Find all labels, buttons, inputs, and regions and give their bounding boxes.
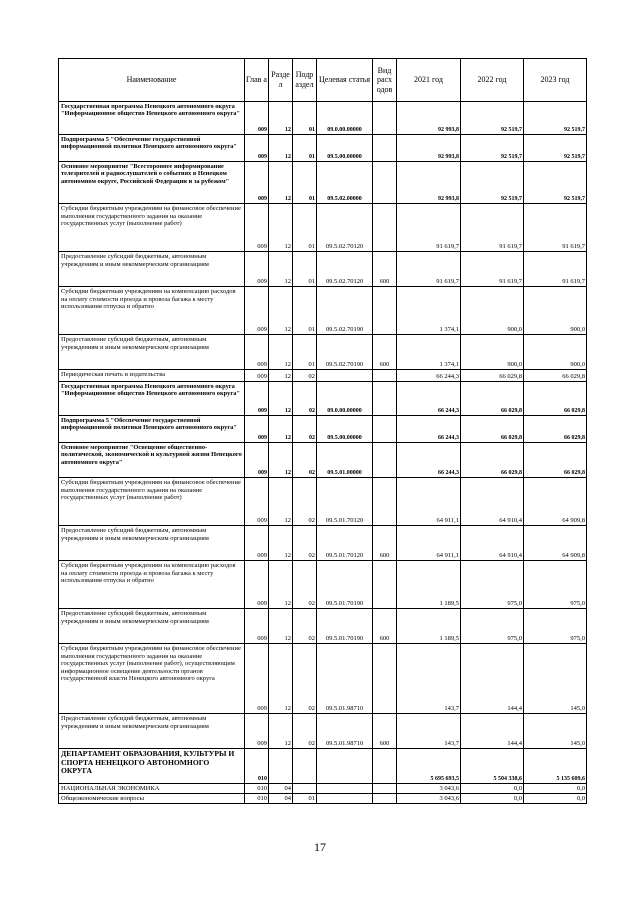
row-razdel-cell: 04	[269, 794, 293, 804]
row-razdel-cell: 12	[269, 335, 293, 370]
row-glava-cell: 009	[245, 162, 269, 204]
table-header-row	[59, 59, 587, 102]
row-2023-cell: 91 619,7	[524, 204, 587, 252]
row-razdel-cell: 12	[269, 443, 293, 478]
row-target-article-cell	[317, 370, 373, 382]
row-2022-cell: 66 029,8	[461, 370, 524, 382]
row-name-cell: Предоставление субсидий бюджетным, автономным учреждениям и иным некоммерческим организациям	[59, 714, 245, 749]
row-target-article-cell: 09.5.01.70190	[317, 561, 373, 609]
row-target-article-cell	[317, 794, 373, 804]
row-razdel-cell: 12	[269, 162, 293, 204]
table-row	[59, 370, 587, 382]
row-expense-type-cell	[373, 135, 397, 162]
table-row	[59, 162, 587, 204]
row-target-article-cell: 09.5.01.70120	[317, 526, 373, 561]
row-razdel-cell: 12	[269, 644, 293, 714]
row-razdel-cell: 12	[269, 714, 293, 749]
row-2023-cell: 5 135 609,6	[524, 749, 587, 784]
row-podrazdel-cell: 01	[293, 252, 317, 287]
table-row	[59, 252, 587, 287]
row-2023-cell: 0,0	[524, 794, 587, 804]
row-glava-cell: 009	[245, 644, 269, 714]
row-target-article-cell	[317, 749, 373, 784]
table-row	[59, 287, 587, 335]
row-name-cell: Основное мероприятие "Освещение общественно-политической, экономической и культурной жизни Ненецкого автономного округа"	[59, 443, 245, 478]
row-target-article-cell: 09.5.01.70190	[317, 609, 373, 644]
col-header-2022: 2022 год	[461, 59, 524, 102]
row-podrazdel-cell: 01	[293, 135, 317, 162]
row-name-cell: Периодическая печать и издательства	[59, 370, 245, 382]
row-expense-type-cell	[373, 644, 397, 714]
row-expense-type-cell: 600	[373, 526, 397, 561]
row-name-cell: ДЕПАРТАМЕНТ ОБРАЗОВАНИЯ, КУЛЬТУРЫ И СПОРТА НЕНЕЦКОГО АВТОНОМНОГО ОКРУГА	[59, 749, 245, 784]
budget-table-sheet	[58, 58, 586, 804]
row-2023-cell: 900,0	[524, 335, 587, 370]
row-2023-cell: 975,0	[524, 609, 587, 644]
col-header-podrazdel: Подр аздел	[293, 59, 317, 102]
row-2022-cell: 900,0	[461, 335, 524, 370]
row-podrazdel-cell: 01	[293, 287, 317, 335]
row-name-cell: Подпрограмма 5 "Обеспечение государственной информационной политики Ненецкого автономного округа"	[59, 135, 245, 162]
row-target-article-cell: 09.5.01.00000	[317, 443, 373, 478]
row-expense-type-cell	[373, 204, 397, 252]
col-header-target-article: Целевая статья	[317, 59, 373, 102]
table-row	[59, 443, 587, 478]
row-2022-cell: 0,0	[461, 794, 524, 804]
row-expense-type-cell	[373, 784, 397, 794]
row-target-article-cell: 09.5.02.70190	[317, 287, 373, 335]
col-header-razdel: Разде л	[269, 59, 293, 102]
row-glava-cell: 009	[245, 526, 269, 561]
row-2022-cell: 92 519,7	[461, 102, 524, 135]
row-name-cell: Предоставление субсидий бюджетным, автономным учреждениям и иным некоммерческим организациям	[59, 335, 245, 370]
row-glava-cell: 010	[245, 749, 269, 784]
row-name-cell: Государственная программа Ненецкого автономного округа "Информационное общество Ненецкого автономного округа"	[59, 382, 245, 416]
row-2023-cell: 900,0	[524, 287, 587, 335]
table-row	[59, 794, 587, 804]
row-name-cell: Субсидии бюджетным учреждениям на компенсацию расходов на оплату стоимости проезда и провоза багажа к месту использования отпуска и обратно	[59, 561, 245, 609]
row-glava-cell: 009	[245, 561, 269, 609]
row-expense-type-cell	[373, 416, 397, 443]
row-razdel-cell: 12	[269, 287, 293, 335]
row-expense-type-cell	[373, 478, 397, 526]
row-name-cell: Субсидии бюджетным учреждениям на финансовое обеспечение выполнения государственного задания на оказание государственных услуг (выполнение работ)	[59, 204, 245, 252]
row-podrazdel-cell: 02	[293, 370, 317, 382]
row-glava-cell: 009	[245, 416, 269, 443]
row-podrazdel-cell: 02	[293, 609, 317, 644]
row-2023-cell: 66 029,8	[524, 443, 587, 478]
row-glava-cell: 009	[245, 478, 269, 526]
row-expense-type-cell: 600	[373, 335, 397, 370]
row-2023-cell: 145,0	[524, 644, 587, 714]
row-2021-cell: 66 244,3	[397, 370, 461, 382]
table-row	[59, 135, 587, 162]
row-glava-cell: 009	[245, 370, 269, 382]
row-2022-cell: 0,0	[461, 784, 524, 794]
table-row	[59, 335, 587, 370]
row-target-article-cell	[317, 784, 373, 794]
row-podrazdel-cell: 01	[293, 102, 317, 135]
row-2022-cell: 66 029,8	[461, 443, 524, 478]
row-name-cell: Субсидии бюджетным учреждениям на финансовое обеспечение выполнения государственного задания на оказание государственных услуг (выполнение работ)	[59, 478, 245, 526]
row-2022-cell: 975,0	[461, 609, 524, 644]
row-2021-cell: 3 043,6	[397, 794, 461, 804]
row-glava-cell: 010	[245, 784, 269, 794]
row-2022-cell: 64 910,4	[461, 526, 524, 561]
row-2021-cell: 143,7	[397, 644, 461, 714]
row-2022-cell: 91 619,7	[461, 252, 524, 287]
col-header-glava: Глав а	[245, 59, 269, 102]
row-2023-cell: 64 909,8	[524, 478, 587, 526]
row-razdel-cell: 12	[269, 252, 293, 287]
row-podrazdel-cell: 01	[293, 204, 317, 252]
row-glava-cell: 010	[245, 794, 269, 804]
row-2021-cell: 91 619,7	[397, 252, 461, 287]
row-2021-cell: 1 189,5	[397, 561, 461, 609]
row-target-article-cell: 09.0.00.00000	[317, 102, 373, 135]
row-razdel-cell: 12	[269, 382, 293, 416]
row-expense-type-cell	[373, 561, 397, 609]
row-2021-cell: 1 189,5	[397, 609, 461, 644]
row-podrazdel-cell: 02	[293, 478, 317, 526]
row-2021-cell: 66 244,3	[397, 382, 461, 416]
row-podrazdel-cell: 01	[293, 794, 317, 804]
row-name-cell: Предоставление субсидий бюджетным, автономным учреждениям и иным некоммерческим организациям	[59, 609, 245, 644]
row-razdel-cell: 12	[269, 609, 293, 644]
row-expense-type-cell: 600	[373, 252, 397, 287]
row-2023-cell: 64 909,8	[524, 526, 587, 561]
row-podrazdel-cell: 02	[293, 714, 317, 749]
row-target-article-cell: 09.5.02.70190	[317, 335, 373, 370]
row-razdel-cell: 12	[269, 526, 293, 561]
row-2022-cell: 144,4	[461, 644, 524, 714]
table-row	[59, 416, 587, 443]
row-razdel-cell: 12	[269, 370, 293, 382]
row-expense-type-cell	[373, 382, 397, 416]
row-2021-cell: 92 993,8	[397, 102, 461, 135]
row-2022-cell: 144,4	[461, 714, 524, 749]
row-glava-cell: 009	[245, 287, 269, 335]
row-2021-cell: 64 911,1	[397, 478, 461, 526]
row-glava-cell: 009	[245, 714, 269, 749]
row-razdel-cell: 12	[269, 416, 293, 443]
row-name-cell: Подпрограмма 5 "Обеспечение государственной информационной политики Ненецкого автономного округа"	[59, 416, 245, 443]
row-name-cell: Предоставление субсидий бюджетным, автономным учреждениям и иным некоммерческим организациям	[59, 526, 245, 561]
table-row	[59, 204, 587, 252]
budget-table	[58, 58, 587, 804]
row-podrazdel-cell: 01	[293, 335, 317, 370]
row-razdel-cell: 12	[269, 102, 293, 135]
table-row	[59, 561, 587, 609]
row-2021-cell: 1 374,1	[397, 335, 461, 370]
row-razdel-cell: 04	[269, 784, 293, 794]
row-glava-cell: 009	[245, 382, 269, 416]
table-row	[59, 478, 587, 526]
row-2023-cell: 92 519,7	[524, 162, 587, 204]
row-2022-cell: 91 619,7	[461, 204, 524, 252]
row-2023-cell: 0,0	[524, 784, 587, 794]
row-razdel-cell: 12	[269, 204, 293, 252]
col-header-2021: 2021 год	[397, 59, 461, 102]
row-expense-type-cell	[373, 370, 397, 382]
row-name-cell: НАЦИОНАЛЬНАЯ ЭКОНОМИКА	[59, 784, 245, 794]
row-target-article-cell: 09.5.01.70120	[317, 478, 373, 526]
row-glava-cell: 009	[245, 335, 269, 370]
row-glava-cell: 009	[245, 204, 269, 252]
table-body	[59, 102, 587, 804]
row-podrazdel-cell: 02	[293, 526, 317, 561]
row-2023-cell: 145,0	[524, 714, 587, 749]
row-podrazdel-cell: 02	[293, 561, 317, 609]
row-podrazdel-cell	[293, 749, 317, 784]
row-2023-cell: 91 619,7	[524, 252, 587, 287]
row-2022-cell: 900,0	[461, 287, 524, 335]
row-2021-cell: 92 993,8	[397, 135, 461, 162]
row-razdel-cell: 12	[269, 561, 293, 609]
col-header-2023: 2023 год	[524, 59, 587, 102]
row-2021-cell: 3 043,6	[397, 784, 461, 794]
row-2023-cell: 66 029,8	[524, 370, 587, 382]
row-razdel-cell	[269, 749, 293, 784]
row-expense-type-cell	[373, 102, 397, 135]
row-expense-type-cell	[373, 162, 397, 204]
table-row	[59, 102, 587, 135]
table-row	[59, 382, 587, 416]
row-2022-cell: 64 910,4	[461, 478, 524, 526]
row-expense-type-cell	[373, 749, 397, 784]
table-row	[59, 526, 587, 561]
row-podrazdel-cell: 02	[293, 644, 317, 714]
row-target-article-cell: 09.5.02.00000	[317, 162, 373, 204]
row-2021-cell: 92 993,8	[397, 162, 461, 204]
row-2021-cell: 5 695 693,5	[397, 749, 461, 784]
row-2021-cell: 66 244,3	[397, 416, 461, 443]
table-row	[59, 784, 587, 794]
row-razdel-cell: 12	[269, 135, 293, 162]
row-name-cell: Предоставление субсидий бюджетным, автономным учреждениям и иным некоммерческим организациям	[59, 252, 245, 287]
row-expense-type-cell: 600	[373, 714, 397, 749]
table-row	[59, 749, 587, 784]
row-2021-cell: 1 374,1	[397, 287, 461, 335]
row-2022-cell: 5 504 338,6	[461, 749, 524, 784]
row-podrazdel-cell	[293, 784, 317, 794]
row-2022-cell: 66 029,8	[461, 382, 524, 416]
row-2021-cell: 66 244,3	[397, 443, 461, 478]
row-glava-cell: 009	[245, 252, 269, 287]
row-target-article-cell: 09.5.01.98710	[317, 644, 373, 714]
row-target-article-cell: 09.5.00.00000	[317, 135, 373, 162]
row-expense-type-cell: 600	[373, 609, 397, 644]
row-target-article-cell: 09.5.01.98710	[317, 714, 373, 749]
row-2022-cell: 66 029,8	[461, 416, 524, 443]
row-podrazdel-cell: 02	[293, 416, 317, 443]
row-expense-type-cell	[373, 287, 397, 335]
table-row	[59, 609, 587, 644]
row-target-article-cell: 09.5.02.70120	[317, 204, 373, 252]
row-2022-cell: 975,0	[461, 561, 524, 609]
row-target-article-cell: 09.0.00.00000	[317, 382, 373, 416]
row-target-article-cell: 09.5.02.70120	[317, 252, 373, 287]
row-name-cell: Субсидии бюджетным учреждениям на компенсацию расходов на оплату стоимости проезда и провоза багажа к месту использования отпуска и обратно	[59, 287, 245, 335]
col-header-expense-type: Вид расх одов	[373, 59, 397, 102]
row-2022-cell: 92 519,7	[461, 135, 524, 162]
row-name-cell: Государственная программа Ненецкого автономного округа "Информационное общество Ненецкого автономного округа"	[59, 102, 245, 135]
col-header-name: Наименование	[59, 59, 245, 102]
row-2023-cell: 92 519,7	[524, 135, 587, 162]
row-name-cell: Субсидии бюджетным учреждениям на финансовое обеспечение выполнения государственного задания на оказание государственных услуг (выполнение работ), осуществляющим информационное освещение деятельности органов государственной власти Ненецкого автономного округа	[59, 644, 245, 714]
row-name-cell: Общеэкономические вопросы	[59, 794, 245, 804]
row-name-cell: Основное мероприятие "Всестороннее информирование телезрителей и радиослушателей о событиях в Ненецком автономном округе, Российской Федерации и за рубежом"	[59, 162, 245, 204]
row-2022-cell: 92 519,7	[461, 162, 524, 204]
row-2021-cell: 143,7	[397, 714, 461, 749]
row-expense-type-cell	[373, 443, 397, 478]
page-number: 17	[314, 840, 326, 854]
row-2021-cell: 64 911,1	[397, 526, 461, 561]
row-2023-cell: 66 029,8	[524, 416, 587, 443]
row-razdel-cell: 12	[269, 478, 293, 526]
row-glava-cell: 009	[245, 443, 269, 478]
row-podrazdel-cell: 02	[293, 443, 317, 478]
table-row	[59, 714, 587, 749]
row-podrazdel-cell: 01	[293, 162, 317, 204]
row-2023-cell: 66 029,8	[524, 382, 587, 416]
row-2021-cell: 91 619,7	[397, 204, 461, 252]
table-row	[59, 644, 587, 714]
row-glava-cell: 009	[245, 135, 269, 162]
row-2023-cell: 975,0	[524, 561, 587, 609]
row-2023-cell: 92 519,7	[524, 102, 587, 135]
row-expense-type-cell	[373, 794, 397, 804]
row-glava-cell: 009	[245, 102, 269, 135]
row-glava-cell: 009	[245, 609, 269, 644]
row-podrazdel-cell: 02	[293, 382, 317, 416]
row-target-article-cell: 09.5.00.00000	[317, 416, 373, 443]
